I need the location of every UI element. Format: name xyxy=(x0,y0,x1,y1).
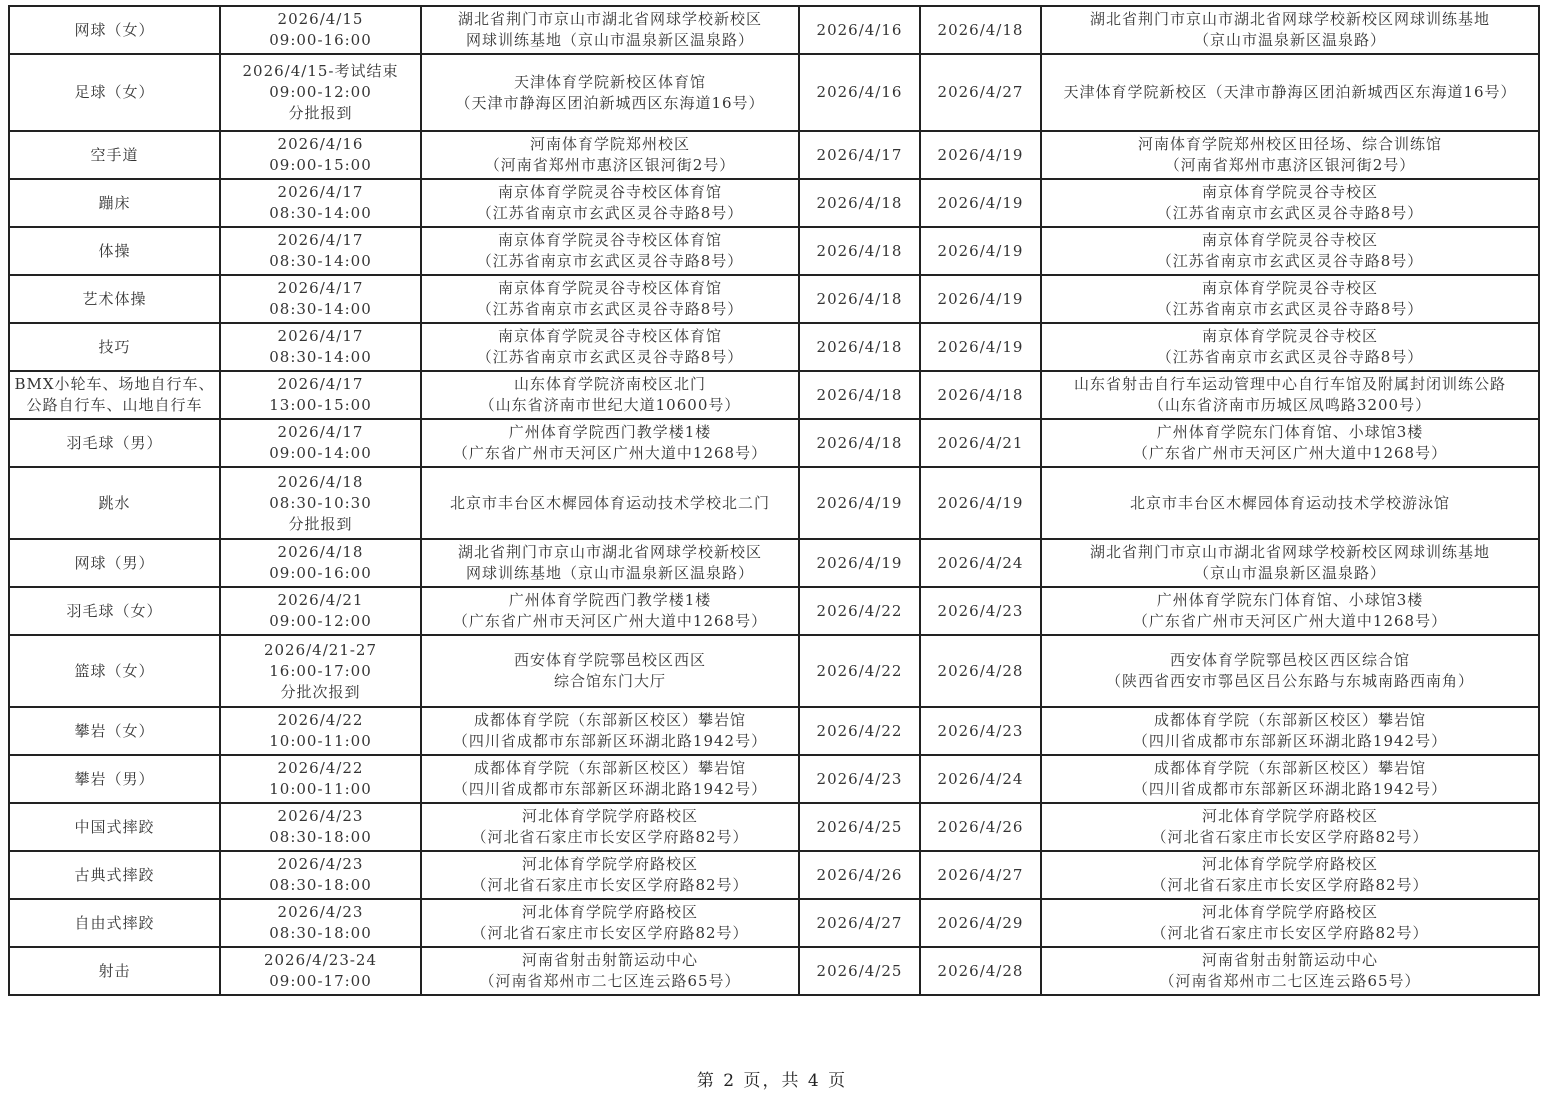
venue-cell xyxy=(1041,707,1539,755)
report-time-cell xyxy=(220,851,421,899)
venue-cell xyxy=(1041,275,1539,323)
report-time-cell-line: 08:30-18:00 xyxy=(269,876,372,894)
date-a-cell: 2026/4/18 xyxy=(799,275,920,323)
event-cell xyxy=(9,467,220,539)
report-venue-cell xyxy=(421,275,799,323)
report-time-cell-line: 09:00-16:00 xyxy=(269,564,372,582)
report-time-cell-line: 16:00-17:00 xyxy=(269,661,372,680)
date-b-cell: 2026/4/23 xyxy=(920,587,1041,635)
date-b-cell: 2026/4/19 xyxy=(920,227,1041,275)
table-row xyxy=(9,227,1539,275)
schedule-sheet xyxy=(8,5,1538,996)
venue-cell-line: 河南体育学院郑州校区田径场、综合训练馆 xyxy=(1137,135,1442,153)
report-time-cell xyxy=(220,587,421,635)
venue-cell-line: 山东省射击自行车运动管理中心自行车馆及附属封闭训练公路 xyxy=(1073,375,1506,393)
venue-cell-line: 南京体育学院灵谷寺校区 xyxy=(1201,279,1378,297)
report-venue-cell-line: （江苏省南京市玄武区灵谷寺路8号） xyxy=(476,252,744,270)
report-time-cell xyxy=(220,131,421,179)
report-venue-cell-line: 广州体育学院西门教学楼1楼 xyxy=(508,423,712,441)
report-time-cell-line: 08:30-14:00 xyxy=(269,300,372,318)
venue-cell xyxy=(1041,635,1539,707)
event-cell-line: 跳水 xyxy=(98,493,131,512)
event-cell-line: 蹦床 xyxy=(98,193,131,212)
venue-cell-line: （山东省济南市历城区凤鸣路3200号） xyxy=(1148,396,1432,414)
table-row xyxy=(9,6,1539,54)
date-b-cell: 2026/4/23 xyxy=(920,707,1041,755)
venue-cell-line: （河南省郑州市二七区连云路65号） xyxy=(1159,972,1421,990)
venue-cell xyxy=(1041,419,1539,467)
date-b-cell: 2026/4/19 xyxy=(920,323,1041,371)
report-time-cell-line: 2026/4/23 xyxy=(277,807,364,825)
report-venue-cell-line: （广东省广州市天河区广州大道中1268号） xyxy=(452,612,768,630)
report-venue-cell-line: 南京体育学院灵谷寺校区体育馆 xyxy=(497,231,722,249)
report-venue-cell-line: 广州体育学院西门教学楼1楼 xyxy=(508,591,712,609)
report-time-cell xyxy=(220,947,421,995)
date-b-cell: 2026/4/18 xyxy=(920,371,1041,419)
report-time-cell-line: 2026/4/16 xyxy=(277,135,364,153)
table-row xyxy=(9,179,1539,227)
report-time-cell-line: 09:00-15:00 xyxy=(269,156,372,174)
table-row xyxy=(9,275,1539,323)
date-b-cell: 2026/4/19 xyxy=(920,131,1041,179)
report-venue-cell xyxy=(421,755,799,803)
report-venue-cell-line: 河北体育学院学府路校区 xyxy=(521,855,698,873)
report-venue-cell-line: （四川省成都市东部新区环湖北路1942号） xyxy=(452,732,768,750)
date-a-cell: 2026/4/16 xyxy=(799,54,920,131)
venue-cell-line: （陕西省西安市鄠邑区吕公东路与东城南路西南角） xyxy=(1105,672,1474,690)
date-a-cell: 2026/4/25 xyxy=(799,803,920,851)
report-time-cell-line: 2026/4/17 xyxy=(277,327,364,345)
report-time-cell-line: 2026/4/15 xyxy=(277,10,364,28)
report-time-cell-line: 2026/4/21-27 xyxy=(263,640,378,659)
venue-cell-line: 湖北省荆门市京山市湖北省网球学校新校区网球训练基地 xyxy=(1089,543,1490,561)
report-time-cell-line: 2026/4/17 xyxy=(277,375,364,393)
date-b-cell: 2026/4/27 xyxy=(920,851,1041,899)
report-time-cell-line: 09:00-14:00 xyxy=(269,444,372,462)
venue-cell-line: （江苏省南京市玄武区灵谷寺路8号） xyxy=(1156,300,1424,318)
date-a-cell: 2026/4/22 xyxy=(799,587,920,635)
event-cell xyxy=(9,707,220,755)
report-time-cell xyxy=(220,755,421,803)
report-venue-cell xyxy=(421,227,799,275)
report-time-cell-line: 2026/4/17 xyxy=(277,279,364,297)
date-a-cell: 2026/4/19 xyxy=(799,467,920,539)
report-venue-cell xyxy=(421,539,799,587)
report-venue-cell-line: 西安体育学院鄠邑校区西区 xyxy=(513,651,706,669)
report-time-cell-line: 2026/4/17 xyxy=(277,183,364,201)
table-row xyxy=(9,947,1539,995)
report-time-cell xyxy=(220,539,421,587)
report-venue-cell xyxy=(421,131,799,179)
table-row xyxy=(9,635,1539,707)
date-a-cell: 2026/4/17 xyxy=(799,131,920,179)
event-cell xyxy=(9,6,220,54)
event-cell xyxy=(9,899,220,947)
report-venue-cell-line: （河南省郑州市惠济区银河街2号） xyxy=(484,156,736,174)
event-cell xyxy=(9,371,220,419)
venue-cell-line: 河北体育学院学府路校区 xyxy=(1201,807,1378,825)
report-time-cell-line: 分批报到 xyxy=(288,104,353,122)
date-a-cell: 2026/4/23 xyxy=(799,755,920,803)
report-venue-cell-line: （江苏省南京市玄武区灵谷寺路8号） xyxy=(476,348,744,366)
report-venue-cell xyxy=(421,947,799,995)
event-cell xyxy=(9,419,220,467)
event-cell xyxy=(9,323,220,371)
venue-cell-line: 南京体育学院灵谷寺校区 xyxy=(1201,183,1378,201)
date-a-cell: 2026/4/19 xyxy=(799,539,920,587)
report-time-cell xyxy=(220,54,421,131)
report-time-cell-line: 08:30-10:30 xyxy=(269,493,372,512)
report-time-cell xyxy=(220,707,421,755)
venue-cell xyxy=(1041,851,1539,899)
venue-cell-line: （河北省石家庄市长安区学府路82号） xyxy=(1151,924,1429,942)
venue-cell xyxy=(1041,179,1539,227)
report-time-cell-line: 09:00-17:00 xyxy=(269,972,372,990)
report-venue-cell-line: 河南省射击射箭运动中心 xyxy=(521,951,698,969)
report-time-cell-line: 2026/4/22 xyxy=(277,759,364,777)
date-a-cell: 2026/4/26 xyxy=(799,851,920,899)
table-row xyxy=(9,131,1539,179)
event-cell-line: BMX小轮车、场地自行车、 xyxy=(14,375,215,393)
venue-cell xyxy=(1041,803,1539,851)
event-cell-line: 网球（女） xyxy=(74,20,155,39)
report-time-cell-line: 08:30-14:00 xyxy=(269,204,372,222)
date-b-cell: 2026/4/27 xyxy=(920,54,1041,131)
report-venue-cell-line: 北京市丰台区木樨园体育运动技术学校北二门 xyxy=(449,493,770,512)
report-time-cell xyxy=(220,419,421,467)
date-b-cell: 2026/4/18 xyxy=(920,6,1041,54)
venue-cell xyxy=(1041,587,1539,635)
date-a-cell: 2026/4/18 xyxy=(799,371,920,419)
page-footer: 第 2 页，共 4 页 xyxy=(696,1071,848,1091)
venue-cell-line: 广州体育学院东门体育馆、小球馆3楼 xyxy=(1156,423,1424,441)
event-cell-line: 羽毛球（女） xyxy=(66,601,163,620)
report-venue-cell-line: 河北体育学院学府路校区 xyxy=(521,807,698,825)
table-row xyxy=(9,539,1539,587)
venue-cell-line: 河北体育学院学府路校区 xyxy=(1201,855,1378,873)
report-venue-cell-line: 湖北省荆门市京山市湖北省网球学校新校区 xyxy=(457,543,762,561)
report-venue-cell-line: 天津体育学院新校区体育馆 xyxy=(513,72,706,91)
event-cell xyxy=(9,755,220,803)
report-venue-cell xyxy=(421,899,799,947)
date-a-cell: 2026/4/18 xyxy=(799,323,920,371)
event-cell xyxy=(9,131,220,179)
report-venue-cell-line: （河北省石家庄市长安区学府路82号） xyxy=(471,876,749,894)
event-cell-line: 体操 xyxy=(98,241,131,260)
date-a-cell: 2026/4/22 xyxy=(799,635,920,707)
date-a-cell: 2026/4/27 xyxy=(799,899,920,947)
report-venue-cell xyxy=(421,707,799,755)
report-time-cell xyxy=(220,899,421,947)
table-body xyxy=(9,6,1539,995)
event-cell-line: 羽毛球（男） xyxy=(66,433,163,452)
venue-cell-line: （四川省成都市东部新区环湖北路1942号） xyxy=(1132,780,1448,798)
event-cell-line: 中国式摔跤 xyxy=(74,817,155,836)
table-row xyxy=(9,467,1539,539)
report-time-cell xyxy=(220,323,421,371)
event-cell xyxy=(9,179,220,227)
report-time-cell-line: 08:30-18:00 xyxy=(269,924,372,942)
report-time-cell-line: 08:30-14:00 xyxy=(269,348,372,366)
event-cell xyxy=(9,587,220,635)
date-b-cell: 2026/4/24 xyxy=(920,755,1041,803)
venue-cell xyxy=(1041,54,1539,131)
report-venue-cell-line: （江苏省南京市玄武区灵谷寺路8号） xyxy=(476,300,744,318)
report-venue-cell-line: 南京体育学院灵谷寺校区体育馆 xyxy=(497,183,722,201)
venue-cell xyxy=(1041,323,1539,371)
exam-schedule-table xyxy=(8,5,1540,996)
table-row xyxy=(9,899,1539,947)
venue-cell-line: 成都体育学院（东部新区校区）攀岩馆 xyxy=(1153,759,1426,777)
report-time-cell-line: 2026/4/18 xyxy=(277,543,364,561)
report-venue-cell-line: （四川省成都市东部新区环湖北路1942号） xyxy=(452,780,768,798)
report-time-cell xyxy=(220,227,421,275)
report-venue-cell-line: 河北体育学院学府路校区 xyxy=(521,903,698,921)
report-time-cell-line: 2026/4/21 xyxy=(277,591,364,609)
venue-cell-line: 广州体育学院东门体育馆、小球馆3楼 xyxy=(1156,591,1424,609)
report-time-cell-line: 09:00-12:00 xyxy=(269,83,372,101)
report-venue-cell xyxy=(421,179,799,227)
report-venue-cell-line: （河北省石家庄市长安区学府路82号） xyxy=(471,924,749,942)
report-venue-cell-line: 河南体育学院郑州校区 xyxy=(529,135,690,153)
report-time-cell-line: 2026/4/15-考试结束 xyxy=(242,62,399,80)
report-venue-cell-line: 山东体育学院济南校区北门 xyxy=(513,375,706,393)
report-time-cell-line: 2026/4/23 xyxy=(277,855,364,873)
event-cell-line: 艺术体操 xyxy=(82,289,147,308)
report-venue-cell-line: 综合馆东门大厅 xyxy=(553,672,666,690)
date-b-cell: 2026/4/19 xyxy=(920,467,1041,539)
venue-cell-line: （河北省石家庄市长安区学府路82号） xyxy=(1151,828,1429,846)
report-venue-cell-line: （河南省郑州市二七区连云路65号） xyxy=(479,972,741,990)
event-cell-line: 射击 xyxy=(98,961,131,980)
report-time-cell xyxy=(220,635,421,707)
table-row xyxy=(9,803,1539,851)
event-cell xyxy=(9,635,220,707)
event-cell-line: 足球（女） xyxy=(74,83,155,101)
event-cell-line: 攀岩（女） xyxy=(74,721,155,740)
event-cell xyxy=(9,947,220,995)
venue-cell-line: （广东省广州市天河区广州大道中1268号） xyxy=(1132,444,1448,462)
table-row xyxy=(9,419,1539,467)
report-venue-cell xyxy=(421,419,799,467)
venue-cell xyxy=(1041,6,1539,54)
venue-cell-line: 南京体育学院灵谷寺校区 xyxy=(1201,231,1378,249)
event-cell-line: 公路自行车、山地自行车 xyxy=(26,396,203,414)
report-venue-cell-line: （河北省石家庄市长安区学府路82号） xyxy=(471,828,749,846)
report-time-cell xyxy=(220,467,421,539)
report-time-cell-line: 09:00-16:00 xyxy=(269,31,372,49)
event-cell-line: 空手道 xyxy=(90,145,139,164)
report-time-cell-line: 08:30-14:00 xyxy=(269,252,372,270)
table-row xyxy=(9,851,1539,899)
report-time-cell-line: 2026/4/23-24 xyxy=(263,951,378,969)
report-time-cell-line: 13:00-15:00 xyxy=(269,396,372,414)
event-cell xyxy=(9,227,220,275)
report-venue-cell xyxy=(421,371,799,419)
venue-cell xyxy=(1041,371,1539,419)
report-time-cell xyxy=(220,275,421,323)
report-time-cell xyxy=(220,6,421,54)
table-row xyxy=(9,54,1539,131)
event-cell xyxy=(9,539,220,587)
date-b-cell: 2026/4/29 xyxy=(920,899,1041,947)
event-cell xyxy=(9,803,220,851)
venue-cell xyxy=(1041,755,1539,803)
report-time-cell-line: 10:00-11:00 xyxy=(269,732,372,750)
report-time-cell xyxy=(220,179,421,227)
date-b-cell: 2026/4/19 xyxy=(920,275,1041,323)
date-a-cell: 2026/4/25 xyxy=(799,947,920,995)
date-a-cell: 2026/4/18 xyxy=(799,227,920,275)
event-cell-line: 攀岩（男） xyxy=(74,769,155,788)
report-venue-cell xyxy=(421,54,799,131)
table-row xyxy=(9,371,1539,419)
report-time-cell-line: 分批次报到 xyxy=(280,682,361,701)
report-time-cell-line: 分批报到 xyxy=(288,514,353,533)
report-venue-cell-line: （山东省济南市世纪大道10600号） xyxy=(479,396,741,414)
venue-cell-line: （河北省石家庄市长安区学府路82号） xyxy=(1151,876,1429,894)
report-venue-cell-line: 湖北省荆门市京山市湖北省网球学校新校区 xyxy=(457,10,762,28)
report-venue-cell-line: 成都体育学院（东部新区校区）攀岩馆 xyxy=(473,759,746,777)
venue-cell xyxy=(1041,227,1539,275)
event-cell xyxy=(9,54,220,131)
report-venue-cell xyxy=(421,635,799,707)
venue-cell-line: （江苏省南京市玄武区灵谷寺路8号） xyxy=(1156,348,1424,366)
date-a-cell: 2026/4/16 xyxy=(799,6,920,54)
table-row xyxy=(9,587,1539,635)
event-cell-line: 网球（男） xyxy=(74,553,155,572)
report-time-cell-line: 09:00-12:00 xyxy=(269,612,372,630)
venue-cell xyxy=(1041,947,1539,995)
venue-cell-line: （江苏省南京市玄武区灵谷寺路8号） xyxy=(1156,252,1424,270)
report-venue-cell xyxy=(421,803,799,851)
date-a-cell: 2026/4/18 xyxy=(799,179,920,227)
venue-cell-line: 成都体育学院（东部新区校区）攀岩馆 xyxy=(1153,711,1426,729)
event-cell xyxy=(9,851,220,899)
event-cell-line: 篮球（女） xyxy=(74,661,155,680)
venue-cell xyxy=(1041,467,1539,539)
report-time-cell-line: 2026/4/22 xyxy=(277,711,364,729)
venue-cell-line: 湖北省荆门市京山市湖北省网球学校新校区网球训练基地 xyxy=(1089,10,1490,28)
table-row xyxy=(9,323,1539,371)
date-a-cell: 2026/4/22 xyxy=(799,707,920,755)
venue-cell-line: 北京市丰台区木樨园体育运动技术学校游泳馆 xyxy=(1129,493,1450,512)
date-b-cell: 2026/4/19 xyxy=(920,179,1041,227)
report-time-cell-line: 10:00-11:00 xyxy=(269,780,372,798)
venue-cell xyxy=(1041,899,1539,947)
venue-cell-line: 南京体育学院灵谷寺校区 xyxy=(1201,327,1378,345)
event-cell-line: 自由式摔跤 xyxy=(74,913,155,932)
report-time-cell-line: 2026/4/17 xyxy=(277,231,364,249)
report-venue-cell xyxy=(421,6,799,54)
report-time-cell xyxy=(220,371,421,419)
table-row xyxy=(9,707,1539,755)
date-b-cell: 2026/4/24 xyxy=(920,539,1041,587)
date-b-cell: 2026/4/26 xyxy=(920,803,1041,851)
report-time-cell-line: 2026/4/17 xyxy=(277,423,364,441)
venue-cell-line: （江苏省南京市玄武区灵谷寺路8号） xyxy=(1156,204,1424,222)
event-cell-line: 古典式摔跤 xyxy=(74,865,155,884)
report-time-cell-line: 08:30-18:00 xyxy=(269,828,372,846)
date-a-cell: 2026/4/18 xyxy=(799,419,920,467)
report-venue-cell xyxy=(421,587,799,635)
venue-cell-line: （河南省郑州市惠济区银河街2号） xyxy=(1164,156,1416,174)
report-venue-cell xyxy=(421,467,799,539)
venue-cell xyxy=(1041,131,1539,179)
table-row xyxy=(9,755,1539,803)
report-venue-cell-line: 网球训练基地（京山市温泉新区温泉路） xyxy=(465,31,754,49)
report-venue-cell-line: 网球训练基地（京山市温泉新区温泉路） xyxy=(465,564,754,582)
date-b-cell: 2026/4/21 xyxy=(920,419,1041,467)
date-b-cell: 2026/4/28 xyxy=(920,635,1041,707)
venue-cell-line: （京山市温泉新区温泉路） xyxy=(1193,31,1386,49)
event-cell xyxy=(9,275,220,323)
report-venue-cell xyxy=(421,851,799,899)
report-venue-cell xyxy=(421,323,799,371)
date-b-cell: 2026/4/28 xyxy=(920,947,1041,995)
venue-cell-line: （四川省成都市东部新区环湖北路1942号） xyxy=(1132,732,1448,750)
venue-cell-line: （京山市温泉新区温泉路） xyxy=(1193,564,1386,582)
report-time-cell xyxy=(220,803,421,851)
report-venue-cell-line: （广东省广州市天河区广州大道中1268号） xyxy=(452,444,768,462)
venue-cell-line: 天津体育学院新校区（天津市静海区团泊新城西区东海道16号） xyxy=(1063,83,1517,101)
event-cell-line: 技巧 xyxy=(98,337,131,356)
report-venue-cell-line: 南京体育学院灵谷寺校区体育馆 xyxy=(497,279,722,297)
venue-cell-line: （广东省广州市天河区广州大道中1268号） xyxy=(1132,612,1448,630)
report-time-cell-line: 2026/4/23 xyxy=(277,903,364,921)
report-venue-cell-line: 南京体育学院灵谷寺校区体育馆 xyxy=(497,327,722,345)
venue-cell-line: 河南省射击射箭运动中心 xyxy=(1201,951,1378,969)
report-venue-cell-line: 成都体育学院（东部新区校区）攀岩馆 xyxy=(473,711,746,729)
venue-cell-line: 西安体育学院鄠邑校区西区综合馆 xyxy=(1169,651,1410,669)
venue-cell xyxy=(1041,539,1539,587)
report-venue-cell-line: （天津市静海区团泊新城西区东海道16号） xyxy=(455,93,765,112)
report-time-cell-line: 2026/4/18 xyxy=(277,472,364,491)
report-venue-cell-line: （江苏省南京市玄武区灵谷寺路8号） xyxy=(476,204,744,222)
venue-cell-line: 河北体育学院学府路校区 xyxy=(1201,903,1378,921)
